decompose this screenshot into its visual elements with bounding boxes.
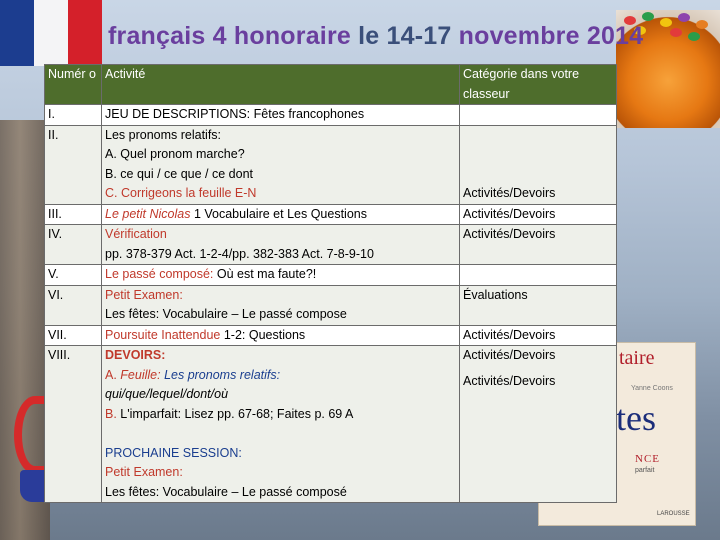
table-row: VI. Petit Examen: Les fêtes: Vocabulaire – Le passé compose Évaluations [45,285,617,325]
table-row: VIII. DEVOIRS: A. Feuille: Les pronoms relatifs: qui/que/lequel/dont/où B. L'imparfait: Lisez pp. 67-68; Faites p. 69 A PROCHAINE SESSION: Petit Examen: Les fêtes: Vocabulaire – Le passé composé Activités/Devoirs Activités/Devoirs [45,346,617,503]
header-activity: Activité [102,65,460,105]
table-row: III. Le petit Nicolas 1 Vocabulaire et Les Questions Activités/Devoirs [45,204,617,225]
slide-title: français 4 honoraire le 14-17 novembre 2014 [108,22,644,50]
table-row: V. Le passé composé: Où est ma faute?! [45,265,617,286]
table-row: VII. Poursuite Inattendue 1-2: Questions Activités/Devoirs [45,325,617,346]
header-category: Catégorie dans votre classeur [460,65,617,105]
logo-blue-shape [20,470,46,502]
french-flag-image [0,0,102,66]
lesson-plan-table [44,64,617,503]
header-number: Numér o [45,65,102,105]
book-cover-image: taire Yanne Coons tes NCE parfait LAROUSSE [538,342,696,526]
table-row: II. Les pronoms relatifs: A. Quel pronom marche? B. ce qui / ce que / ce dont C. Corrigeons la feuille E-N Activités/Devoirs [45,125,617,204]
table-header-row [45,65,617,105]
table-row: IV. Vérification pp. 378-379 Act. 1-2-4/pp. 382-383 Act. 7-8-9-10 Activités/Devoirs [45,225,617,265]
table-row: I. JEU DE DESCRIPTIONS: Fêtes francophones [45,105,617,126]
